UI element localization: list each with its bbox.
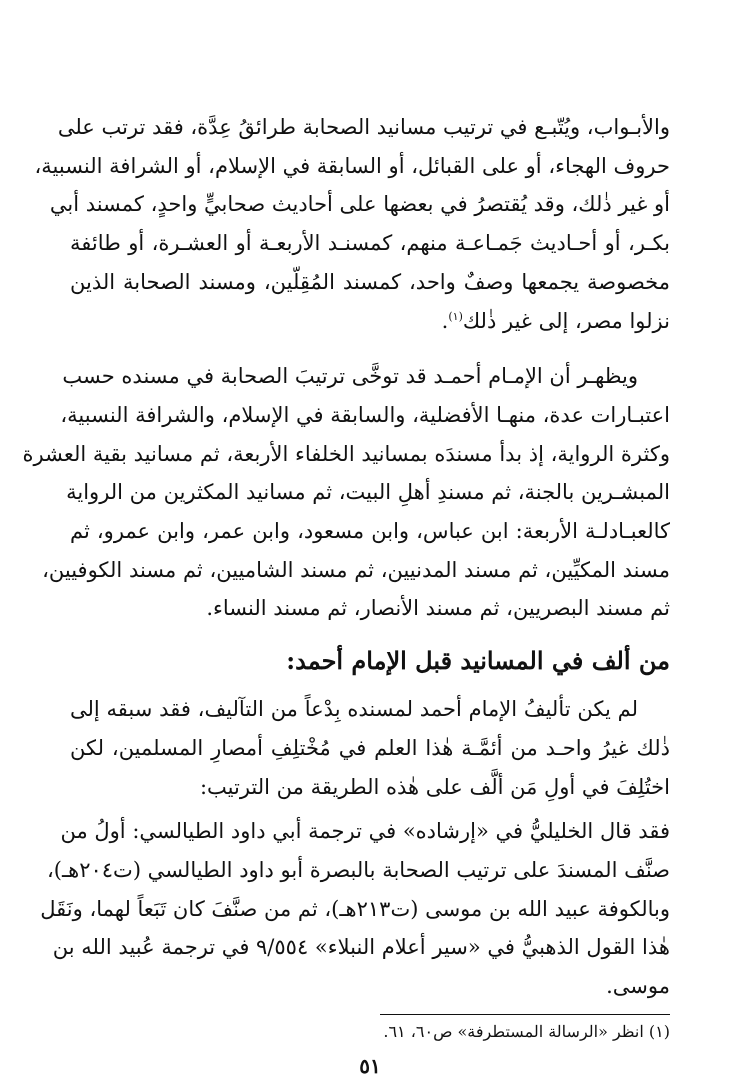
- footnote-reference: (١): [448, 309, 463, 323]
- paragraph-earlier-authors: [70, 690, 670, 806]
- page-number: ٥١: [359, 1053, 381, 1078]
- text-line-last: [70, 302, 670, 341]
- text-line: هٰذا القول الذهبيُّ في «سير أعلام النبلاء» ٩/٥٥٤ في ترجمة عُبيد الله بن: [52, 935, 670, 960]
- text-line: بكـر، أو أحـاديث جَمـاعـة منهم، كمسنـد الأربعـة أو العشـرة، أو طائفة: [70, 231, 670, 256]
- text-line: ذٰلك غيرُ واحـد من أئمَّـة هٰذا العلم في مُخْتلِفِ أمصارِ المسلمين، لكن: [70, 735, 670, 760]
- text-line: اعتبـارات عدة، منهـا الأفضلية، والسابقة في الإسلام، والشرافة النسبية،: [60, 402, 670, 427]
- paragraph-musnad-ordering: [34, 108, 670, 340]
- text-line: أو غير ذٰلك، وقد يُقتصرُ في بعضها على أحاديث صحابيٍّ واحدٍ، كمسند أبي: [49, 192, 670, 217]
- text-line: ويظهـر أن الإمـام أحمـد قد توخَّى ترتيبَ الصحابة في مسنده حسب: [62, 364, 638, 389]
- line-end-punct: .: [441, 308, 449, 333]
- text-line: وبالكوفة عبيد الله بن موسى (ت٢١٣هـ)، ثم من صنَّفَ كان تَبَعاً لهما، ونَقَل: [40, 896, 670, 921]
- section-heading-text: من ألف في المسانيد قبل الإمام أحمد: [295, 646, 670, 676]
- footnote-separator: [380, 1014, 670, 1015]
- text-line: حروف الهجاء، أو على القبائل، أو السابقة في الإسلام، أو الشرافة النسبية،: [34, 153, 670, 178]
- text-line-last: ثم مسند البصريين، ثم مسند الأنصار، ثم مسند النساء.: [206, 596, 670, 621]
- text-line-content: نزلوا مصر، إلى غير ذٰلك: [462, 308, 670, 333]
- text-line: والأبـواب، ويُتّبـع في ترتيب مسانيد الصحابة طرائقُ عِدَّة، فقد ترتب على: [57, 115, 670, 139]
- text-line: مخصوصة يجمعها وصفٌ واحد، كمسند المُقِلّين، ومسند الصحابة الذين: [70, 269, 670, 294]
- text-line: صنَّف المسندَ على ترتيب الصحابة بالبصرة أبو داود الطيالسي (ت٢٠٤هـ)،: [47, 857, 670, 882]
- text-line: لم يكن تأليفُ الإمام أحمد لمسنده بِدْعاً من التآليف، فقد سبقه إلى: [70, 697, 638, 722]
- text-line: المبشـرين بالجنة، ثم مسندِ أهلِ البيت، ثم مسانيد المكثرين من الرواية: [66, 480, 670, 505]
- paragraph-ahmad-ordering: [22, 357, 670, 628]
- text-line-last: اختُلِفَ في أولِ مَن ألَّف على هٰذه الطريقة من الترتيب:: [199, 774, 670, 799]
- text-line: وكثرة الرواية، إذ بدأ مسندَه بمسانيد الخلفاء الأربعة، ثم مسانيد بقية العشرة: [22, 441, 670, 466]
- section-heading: [70, 640, 670, 682]
- text-line: مسند المكيِّين، ثم مسند المدنيين، ثم مسند الشاميين، ثم مسند الكوفيين،: [42, 557, 670, 582]
- paragraph-khalili-quote: [40, 812, 670, 1006]
- footnote: (١) انظر «الرسالة المستطرفة» ص٦٠، ٦١.: [383, 1021, 670, 1041]
- text-line-last: موسى.: [606, 974, 670, 999]
- text-line: كالعبـادلـة الأربعة: ابن عباس، وابن مسعود، وابن عمر، وابن عمرو، ثم: [70, 519, 670, 544]
- section-heading-colon: :: [286, 646, 296, 676]
- text-line: فقد قال الخليليُّ في «إرشاده» في ترجمة أبي داود الطيالسي: أولُ من: [60, 819, 670, 844]
- book-page: [22, 108, 670, 1079]
